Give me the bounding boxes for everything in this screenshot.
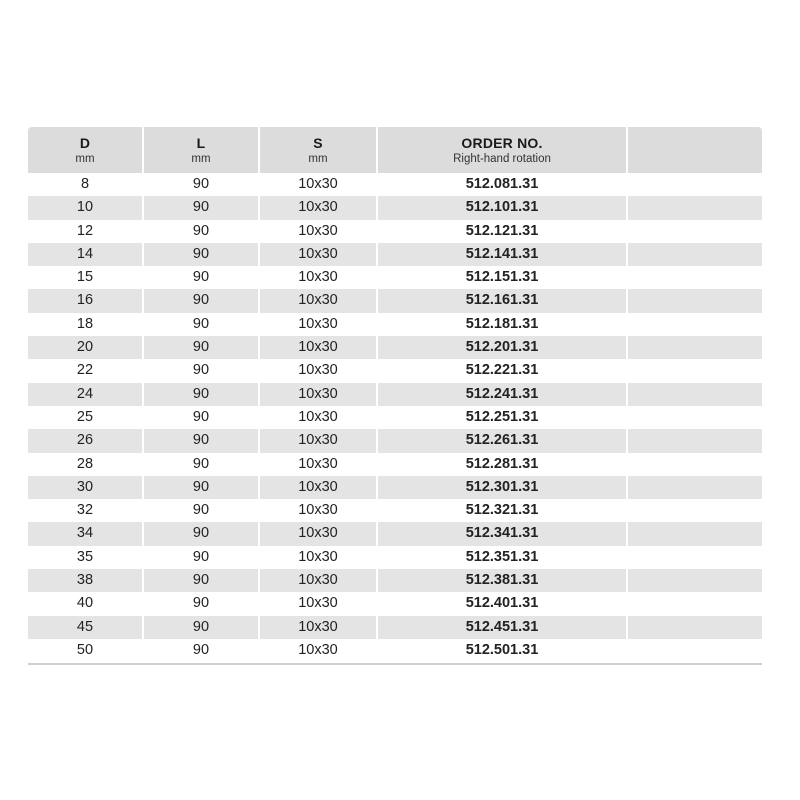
cell-s: 10x30	[260, 616, 378, 639]
cell-s: 10x30	[260, 196, 378, 219]
cell-d: 20	[28, 336, 144, 359]
cell-d: 30	[28, 476, 144, 499]
cell-empty	[628, 592, 762, 615]
cell-s: 10x30	[260, 173, 378, 196]
cell-empty	[628, 173, 762, 196]
cell-l: 90	[144, 173, 260, 196]
cell-s: 10x30	[260, 429, 378, 452]
cell-empty	[628, 383, 762, 406]
table-row	[28, 476, 762, 499]
table-row	[28, 569, 762, 592]
cell-l: 90	[144, 359, 260, 382]
table-row	[28, 592, 762, 615]
cell-l: 90	[144, 522, 260, 545]
cell-l: 90	[144, 499, 260, 522]
cell-l: 90	[144, 429, 260, 452]
header-s	[260, 127, 378, 173]
cell-d: 22	[28, 359, 144, 382]
cell-order-no: 512.151.31	[378, 266, 628, 289]
header-order	[378, 127, 628, 173]
header-order-title: ORDER NO.	[461, 134, 543, 151]
cell-d: 28	[28, 453, 144, 476]
cell-s: 10x30	[260, 546, 378, 569]
table-row	[28, 639, 762, 662]
cell-s: 10x30	[260, 639, 378, 662]
cell-l: 90	[144, 383, 260, 406]
cell-order-no: 512.261.31	[378, 429, 628, 452]
cell-l: 90	[144, 243, 260, 266]
header-d-title: D	[79, 134, 91, 151]
cell-empty	[628, 569, 762, 592]
cell-l: 90	[144, 406, 260, 429]
cell-d: 14	[28, 243, 144, 266]
cell-order-no: 512.241.31	[378, 383, 628, 406]
cell-d: 40	[28, 592, 144, 615]
cell-d: 18	[28, 313, 144, 336]
table-row	[28, 243, 762, 266]
table-row	[28, 336, 762, 359]
cell-empty	[628, 546, 762, 569]
table-header	[28, 127, 762, 173]
cell-empty	[628, 336, 762, 359]
cell-order-no: 512.341.31	[378, 522, 628, 545]
cell-d: 15	[28, 266, 144, 289]
cell-l: 90	[144, 569, 260, 592]
cell-d: 35	[28, 546, 144, 569]
header-empty	[628, 127, 762, 173]
cell-order-no: 512.401.31	[378, 592, 628, 615]
table-row	[28, 429, 762, 452]
cell-order-no: 512.301.31	[378, 476, 628, 499]
cell-order-no: 512.381.31	[378, 569, 628, 592]
cell-empty	[628, 243, 762, 266]
cell-s: 10x30	[260, 476, 378, 499]
cell-d: 24	[28, 383, 144, 406]
cell-order-no: 512.141.31	[378, 243, 628, 266]
cell-l: 90	[144, 616, 260, 639]
cell-order-no: 512.201.31	[378, 336, 628, 359]
table-row	[28, 406, 762, 429]
cell-empty	[628, 639, 762, 662]
cell-d: 8	[28, 173, 144, 196]
cell-order-no: 512.221.31	[378, 359, 628, 382]
cell-d: 26	[28, 429, 144, 452]
cell-d: 25	[28, 406, 144, 429]
table-row	[28, 359, 762, 382]
cell-empty	[628, 476, 762, 499]
cell-empty	[628, 522, 762, 545]
table-row	[28, 453, 762, 476]
cell-empty	[628, 499, 762, 522]
cell-empty	[628, 359, 762, 382]
cell-order-no: 512.081.31	[378, 173, 628, 196]
cell-s: 10x30	[260, 220, 378, 243]
cell-order-no: 512.321.31	[378, 499, 628, 522]
cell-empty	[628, 266, 762, 289]
table-row	[28, 383, 762, 406]
cell-s: 10x30	[260, 569, 378, 592]
cell-s: 10x30	[260, 243, 378, 266]
cell-order-no: 512.281.31	[378, 453, 628, 476]
header-d-unit: mm	[75, 152, 95, 165]
cell-l: 90	[144, 592, 260, 615]
cell-order-no: 512.121.31	[378, 220, 628, 243]
cell-d: 45	[28, 616, 144, 639]
table-row	[28, 616, 762, 639]
cell-s: 10x30	[260, 359, 378, 382]
cell-d: 16	[28, 289, 144, 312]
header-l-unit: mm	[191, 152, 211, 165]
cell-d: 10	[28, 196, 144, 219]
table-row	[28, 499, 762, 522]
cell-empty	[628, 429, 762, 452]
cell-l: 90	[144, 196, 260, 219]
table-row	[28, 522, 762, 545]
cell-empty	[628, 453, 762, 476]
table-row	[28, 546, 762, 569]
table-row	[28, 289, 762, 312]
cell-order-no: 512.501.31	[378, 639, 628, 662]
cell-order-no: 512.161.31	[378, 289, 628, 312]
table-row	[28, 313, 762, 336]
table-bottom-rule	[28, 663, 762, 665]
cell-order-no: 512.101.31	[378, 196, 628, 219]
cell-order-no: 512.351.31	[378, 546, 628, 569]
cell-empty	[628, 196, 762, 219]
cell-empty	[628, 616, 762, 639]
cell-l: 90	[144, 546, 260, 569]
table-row	[28, 196, 762, 219]
table-row	[28, 220, 762, 243]
cell-l: 90	[144, 289, 260, 312]
table-row	[28, 266, 762, 289]
cell-s: 10x30	[260, 592, 378, 615]
table-body	[28, 173, 762, 662]
cell-s: 10x30	[260, 522, 378, 545]
cell-empty	[628, 406, 762, 429]
cell-s: 10x30	[260, 453, 378, 476]
cell-l: 90	[144, 476, 260, 499]
cell-d: 34	[28, 522, 144, 545]
cell-l: 90	[144, 336, 260, 359]
cell-d: 50	[28, 639, 144, 662]
cell-l: 90	[144, 453, 260, 476]
cell-order-no: 512.181.31	[378, 313, 628, 336]
header-d	[28, 127, 144, 173]
spec-table	[28, 127, 762, 665]
cell-l: 90	[144, 639, 260, 662]
cell-s: 10x30	[260, 313, 378, 336]
cell-d: 32	[28, 499, 144, 522]
cell-d: 12	[28, 220, 144, 243]
cell-s: 10x30	[260, 289, 378, 312]
cell-order-no: 512.451.31	[378, 616, 628, 639]
cell-empty	[628, 220, 762, 243]
cell-order-no: 512.251.31	[378, 406, 628, 429]
cell-empty	[628, 289, 762, 312]
header-l-title: L	[196, 134, 206, 151]
header-l	[144, 127, 260, 173]
cell-s: 10x30	[260, 383, 378, 406]
cell-l: 90	[144, 313, 260, 336]
header-order-sub: Right-hand rotation	[453, 152, 551, 165]
header-s-unit: mm	[308, 152, 328, 165]
cell-l: 90	[144, 220, 260, 243]
cell-s: 10x30	[260, 266, 378, 289]
header-s-title: S	[313, 134, 323, 151]
cell-s: 10x30	[260, 406, 378, 429]
cell-d: 38	[28, 569, 144, 592]
cell-s: 10x30	[260, 499, 378, 522]
cell-l: 90	[144, 266, 260, 289]
cell-empty	[628, 313, 762, 336]
table-row	[28, 173, 762, 196]
cell-s: 10x30	[260, 336, 378, 359]
